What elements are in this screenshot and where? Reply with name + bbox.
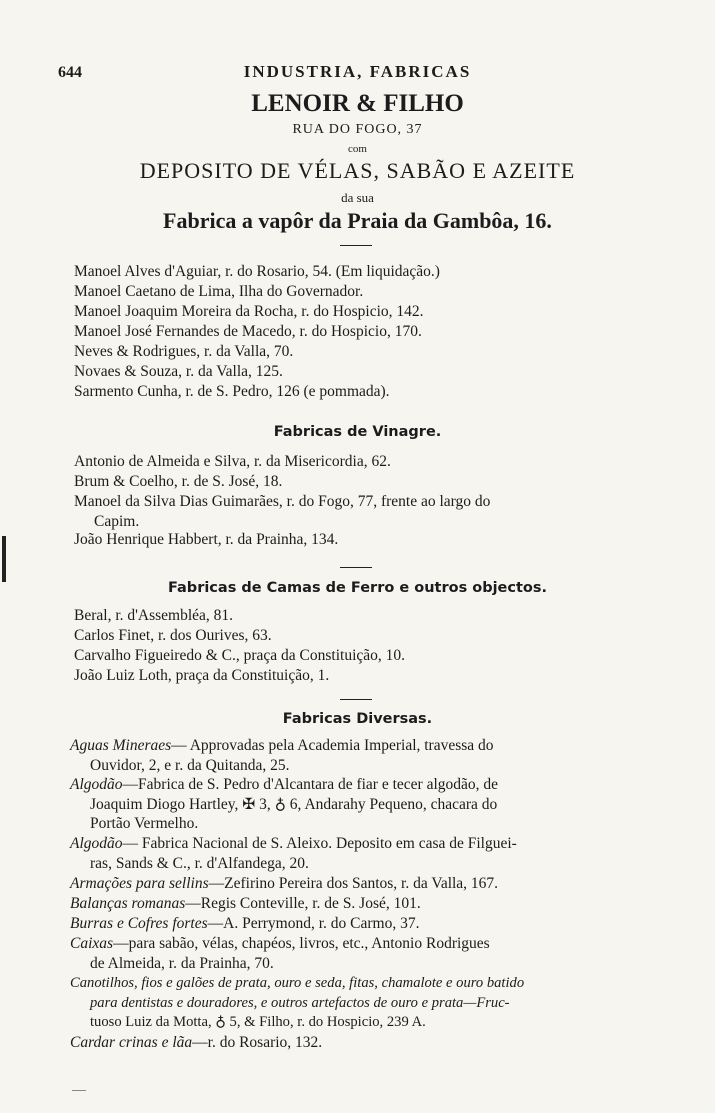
list-item [70, 894, 655, 914]
entry-label: Burras e Cofres fortes [70, 915, 208, 932]
list-item [70, 834, 655, 873]
divider-rule [340, 567, 372, 568]
list-item [74, 530, 654, 550]
list-item: Novaes & Souza, r. da Valla, 125. [74, 363, 283, 380]
list-item [70, 775, 655, 834]
entry-continuation: tuoso Luiz da Motta, ♁ 5, & Filho, r. do Hospicio, 239 A. [90, 1014, 426, 1031]
entry-text: —Zefirino Pereira dos Santos, r. da Valla, 167. [208, 875, 499, 892]
entry-label: Balanças romanas [70, 895, 186, 912]
divider-rule [340, 699, 372, 700]
entry-label: Aguas Mineraes [70, 737, 172, 754]
section-title-vinagre: Fabricas de Vinagre. [273, 424, 442, 440]
entry-text: —Fabrica de S. Pedro d'Alcantara de fiar e tecer algodão, de [122, 776, 499, 793]
list-item: Manoel José Fernandes de Macedo, r. do Hospicio, 170. [74, 323, 422, 340]
section-title-diversas: Fabricas Diversas. [282, 711, 433, 727]
list-item: Manoel Joaquim Moreira da Rocha, r. do Hospicio, 142. [74, 303, 424, 320]
entry-text: — Approvadas pela Academia Imperial, travessa do [171, 737, 494, 754]
ad-connector-da-sua: da sua [341, 190, 374, 205]
entry-continuation: para dentistas e douradores, e outros artefactos de ouro e prata—Fruc- [90, 994, 510, 1011]
entry-continuation: Portão Vermelho. [90, 815, 199, 833]
list-item [70, 974, 655, 1033]
list-item: Carlos Finet, r. dos Ourives, 63. [74, 627, 272, 644]
entry-label: Algodão [70, 776, 123, 793]
list-item [74, 452, 654, 472]
entry-continuation: Ouvidor, 2, e r. da Quitanda, 25. [90, 756, 290, 774]
binding-edge-mark [2, 536, 6, 582]
entry-line: Antonio de Almeida e Silva, r. da Misericordia, 62. [74, 453, 391, 470]
list-item: Beral, r. d'Assembléa, 81. [74, 607, 234, 624]
ad-factory-line: Fabrica a vapôr da Praia da Gambôa, 16. [163, 208, 552, 233]
entry-label: Canotilhos, fios e galões de prata, ouro e seda, fitas, chamalote e ouro batido [70, 975, 525, 991]
list-item: Neves & Rodrigues, r. da Valla, 70. [74, 343, 294, 360]
entry-text: —r. do Rosario, 132. [192, 1034, 323, 1051]
entry-line: João Henrique Habbert, r. da Prainha, 134. [74, 531, 339, 548]
running-head: INDUSTRIA, FABRICAS [243, 62, 472, 81]
list-item [74, 492, 654, 531]
advertiser-name: LENOIR & FILHO [251, 90, 464, 117]
entry-continuation: ras, Sands & C., r. d'Alfandega, 20. [90, 854, 309, 872]
list-item: Manoel Alves d'Aguiar, r. do Rosario, 54. (Em liquidação.) [74, 263, 440, 280]
ad-connector-com: com [348, 143, 367, 155]
entry-continuation: Capim. [94, 512, 140, 530]
list-item [70, 914, 655, 934]
entry-text: —A. Perrymond, r. do Carmo, 37. [207, 915, 420, 932]
advertiser-address: RUA DO FOGO, 37 [292, 122, 423, 137]
list-item: Carvalho Figueiredo & C., praça da Constituição, 10. [74, 647, 406, 664]
entry-text: — Fabrica Nacional de S. Aleixo. Deposito em casa de Filguei- [122, 835, 517, 852]
entry-label: Cardar crinas e lãa [70, 1034, 193, 1051]
section-title-camas: Fabricas de Camas de Ferro e outros objectos. [167, 580, 548, 596]
entry-label: Algodão [70, 835, 123, 852]
list-item: Sarmento Cunha, r. de S. Pedro, 126 (e pommada). [74, 383, 390, 400]
page-number: 644 [58, 64, 82, 81]
entry-continuation: Joaquim Diogo Hartley, ✠ 3, ♁ 6, Andarahy Pequeno, chacara do [90, 795, 498, 813]
entry-line: Brum & Coelho, r. de S. José, 18. [74, 473, 283, 490]
list-item [70, 934, 655, 973]
entry-text: —Regis Conteville, r. de S. José, 101. [185, 895, 421, 912]
list-item [70, 736, 655, 775]
entry-line: Manoel da Silva Dias Guimarães, r. do Fogo, 77, frente ao largo do [74, 493, 491, 510]
list-item [70, 1033, 655, 1053]
entry-text: —para sabão, vélas, chapéos, livros, etc., Antonio Rodrigues [113, 935, 490, 952]
list-item: Manoel Caetano de Lima, Ilha do Governador. [74, 283, 364, 300]
list-item [70, 874, 655, 894]
list-item: João Luiz Loth, praça da Constituição, 1. [74, 667, 330, 684]
ad-deposit-line: DEPOSITO DE VÉLAS, SABÃO E AZEITE [139, 158, 576, 183]
list-item [74, 472, 654, 492]
entry-label: Armações para sellins [70, 875, 209, 892]
divider-rule [340, 245, 372, 246]
entry-continuation: de Almeida, r. da Prainha, 70. [90, 954, 274, 972]
entry-label: Caixas [70, 935, 114, 952]
bottom-mark [72, 1090, 86, 1091]
